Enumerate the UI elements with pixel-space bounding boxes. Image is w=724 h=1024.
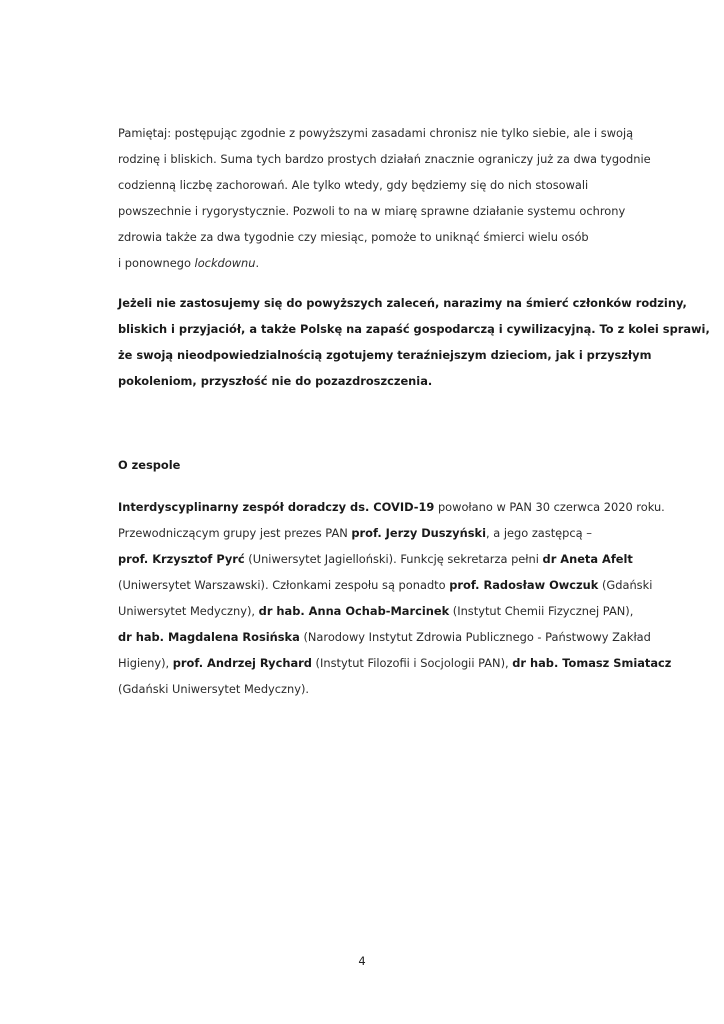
text-line xyxy=(118,290,687,316)
text-line xyxy=(118,452,654,478)
bold-text: bliskich i przyjaciół, a także Polskę na zapaść gospodarczą i cywilizacyjną. To z kolei sprawi, xyxy=(118,322,710,336)
italic-text: lockdownu xyxy=(194,256,256,270)
paragraph-team xyxy=(118,494,672,702)
paragraph-warning xyxy=(118,290,710,394)
text-line xyxy=(118,250,654,276)
bold-text: pokoleniom, przyszłość nie do pozazdroszczenia. xyxy=(118,374,433,388)
text-run: codzienną liczbę zachorowań. Ale tylko wtedy, gdy będziemy się do nich stosowali xyxy=(118,178,589,192)
section-heading xyxy=(118,452,654,478)
text-line xyxy=(118,624,654,650)
text-run: Higieny), xyxy=(118,656,173,670)
text-line xyxy=(118,598,654,624)
page-number: 4 xyxy=(358,954,366,968)
text-line xyxy=(118,146,654,172)
bold-text: prof. Andrzej Rychard xyxy=(172,656,312,670)
text-run: (Uniwersytet Jagielloński). Funkcję sekretarza pełni xyxy=(244,552,543,566)
text-line xyxy=(118,172,654,198)
text-line xyxy=(118,224,654,250)
text-run: (Gdański Uniwersytet Medyczny). xyxy=(118,682,310,696)
text-line xyxy=(118,494,665,520)
paragraph-precautions xyxy=(118,120,654,276)
bold-text: dr hab. Anna Ochab-Marcinek xyxy=(258,604,450,618)
bold-text: dr hab. Magdalena Rosińska xyxy=(118,630,300,644)
text-run: . xyxy=(255,256,260,270)
text-line xyxy=(118,368,654,394)
text-run: , a jego zastępcą – xyxy=(485,526,592,540)
bold-text: prof. Jerzy Duszyński xyxy=(351,526,486,540)
bold-text: Interdyscyplinarny zespół doradczy ds. COVID-19 xyxy=(118,500,435,514)
text-line xyxy=(118,520,654,546)
text-line xyxy=(118,342,654,368)
text-run: (Instytut Filozofii i Socjologii PAN), xyxy=(311,656,513,670)
text-run: (Gdański xyxy=(598,578,653,592)
text-line xyxy=(118,650,672,676)
text-line xyxy=(118,198,654,224)
text-run: Pamiętaj: postępując zgodnie z powyższymi zasadami chronisz nie tylko siebie, ale i swoją xyxy=(118,126,634,140)
text-run: i ponownego xyxy=(118,256,195,270)
text-run: zdrowia także za dwa tygodnie czy miesiąc, pomoże to uniknąć śmierci wielu osób xyxy=(118,230,589,244)
bold-text: Jeżeli nie zastosujemy się do powyższych zaleceń, narazimy na śmierć członków rodziny, xyxy=(118,296,687,310)
text-run: Przewodniczącym grupy jest prezes PAN xyxy=(118,526,352,540)
bold-text: dr Aneta Afelt xyxy=(542,552,633,566)
text-line xyxy=(118,676,654,702)
bold-text: O zespole xyxy=(118,458,181,472)
text-run: rodzinę i bliskich. Suma tych bardzo prostych działań znacznie ograniczy już za dwa tygodnie xyxy=(118,152,651,166)
text-run: powołano w PAN 30 czerwca 2020 roku. xyxy=(434,500,665,514)
text-run: Uniwersytet Medyczny), xyxy=(118,604,259,618)
text-run: (Narodowy Instytut Zdrowia Publicznego - Państwowy Zakład xyxy=(299,630,651,644)
bold-text: że swoją nieodpowiedzialnością zgotujemy teraźniejszym dzieciom, jak i przyszłym xyxy=(118,348,652,362)
text-line xyxy=(118,316,710,342)
text-line xyxy=(118,546,654,572)
text-run: powszechnie i rygorystycznie. Pozwoli to na w miarę sprawne działanie systemu ochrony xyxy=(118,204,626,218)
text-run: (Instytut Chemii Fizycznej PAN), xyxy=(449,604,634,618)
text-line xyxy=(118,120,654,146)
text-run: (Uniwersytet Warszawski). Członkami zespołu są ponadto xyxy=(118,578,450,592)
bold-text: prof. Radosław Owczuk xyxy=(449,578,599,592)
bold-text: dr hab. Tomasz Smiatacz xyxy=(512,656,672,670)
text-line xyxy=(118,572,654,598)
bold-text: prof. Krzysztof Pyrć xyxy=(118,552,245,566)
